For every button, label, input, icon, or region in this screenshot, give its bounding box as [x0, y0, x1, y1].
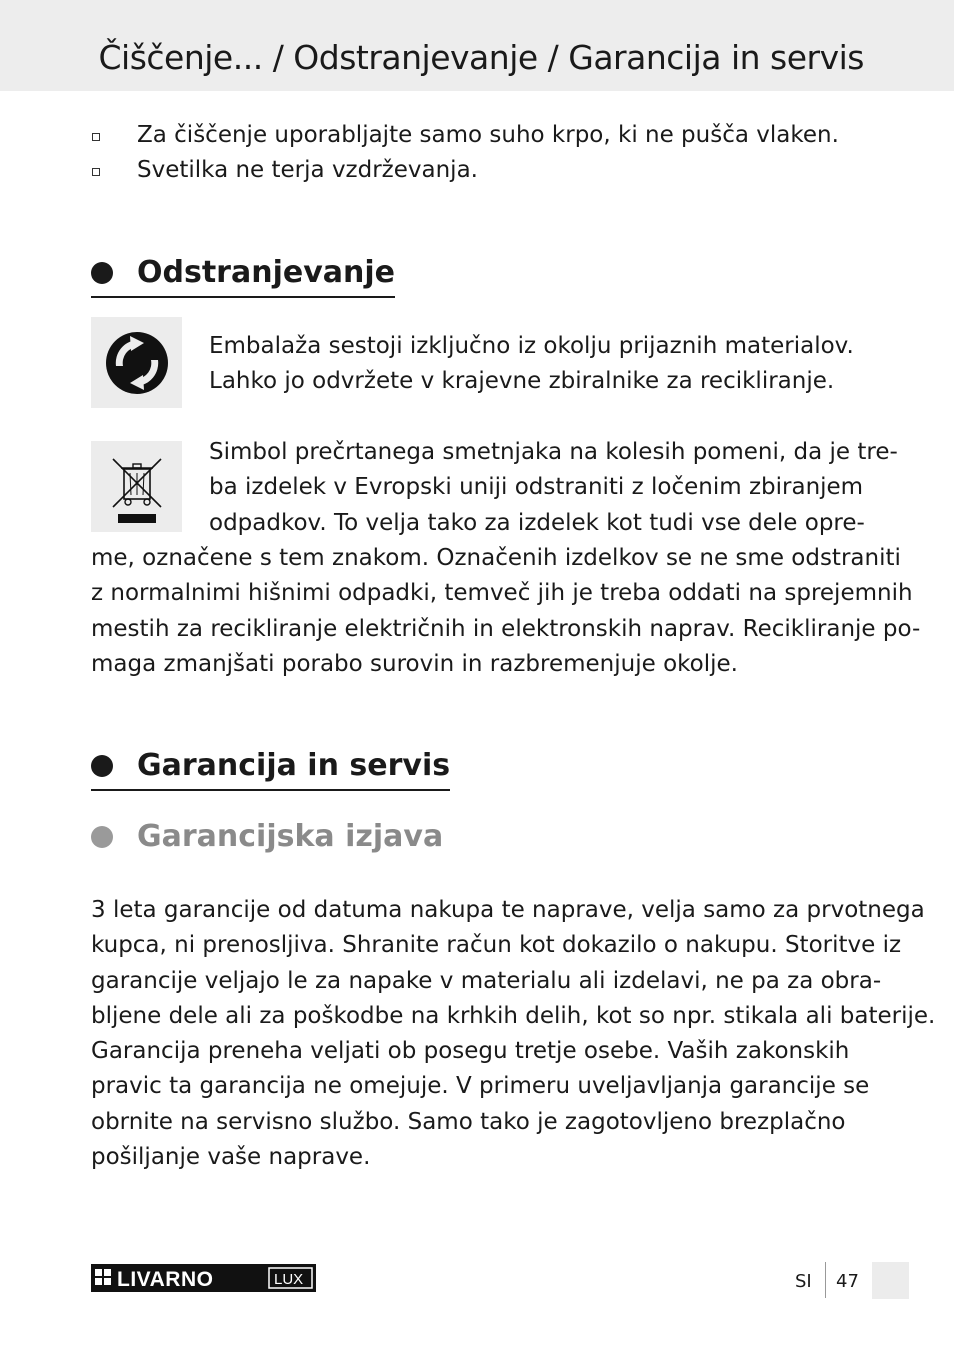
weee-text-bottom — [91, 541, 920, 682]
packaging-text — [209, 329, 854, 400]
disposal-heading-text: Odstranjevanje — [137, 255, 395, 290]
language-code: SI — [795, 1271, 812, 1292]
text-line: obrnite na servisno službo. Samo tako je zagotovljeno brezplačno — [91, 1108, 846, 1135]
page-title: Čiščenje... / Odstranjevanje / Garancija in servis — [98, 38, 864, 77]
logo-suffix-text: LUX — [274, 1271, 304, 1288]
list-item — [91, 118, 871, 153]
text-line: Garancija preneha veljati ob posegu tretje osebe. Vaših zakonskih — [91, 1038, 850, 1065]
page-number: 47 — [836, 1271, 859, 1292]
section-bullet-icon — [91, 755, 113, 777]
text-line: Embalaža sestoji izključno iz okolju prijaznih materialov. — [209, 333, 854, 359]
green-dot-recycle-icon — [91, 317, 182, 408]
square-bullet-icon — [92, 133, 100, 141]
text-line: ba izdelek v Evropski uniji odstraniti z ločenim zbiranjem — [209, 474, 864, 501]
text-line: maga zmanjšati porabo surovin in razbremenjuje okolje. — [91, 650, 738, 677]
warranty-subheading-text: Garancijska izjava — [137, 819, 444, 854]
disposal-heading — [91, 252, 395, 298]
page-tab-marker — [872, 1262, 909, 1299]
text-line: pošiljanje vaše naprave. — [91, 1144, 371, 1171]
list-item-text: Svetilka ne terja vzdrževanja. — [137, 157, 478, 183]
warranty-heading — [91, 745, 450, 791]
list-item-text: Za čiščenje uporabljajte samo suho krpo, ki ne pušča vlaken. — [137, 122, 839, 148]
page-header — [0, 0, 954, 91]
list-item — [91, 153, 871, 188]
text-line: mestih za recikliranje električnih in elektronskih naprav. Recikliranje po- — [91, 615, 921, 642]
text-line: garancije veljajo le za napake v materialu ali izdelavi, ne pa za obra- — [91, 967, 882, 994]
text-line: Lahko jo odvržete v krajevne zbiralnike za recikliranje. — [209, 368, 835, 395]
livarno-lux-logo — [91, 1264, 316, 1292]
square-bullet-icon — [92, 168, 100, 176]
warranty-subheading — [91, 816, 443, 858]
text-line: kupca, ni prenosljiva. Shranite račun kot dokazilo o nakupu. Storitve iz — [91, 932, 902, 959]
text-line: odpadkov. To velja tako za izdelek kot tudi vse dele opre- — [209, 509, 865, 536]
crossed-out-wheelie-bin-icon — [91, 441, 182, 532]
footer-divider — [825, 1262, 826, 1298]
logo-brand-text: LIVARNO — [117, 1268, 214, 1291]
text-line: me, označene s tem znakom. Označenih izdelkov se ne sme odstraniti — [91, 545, 901, 571]
cleaning-list — [91, 118, 871, 188]
text-line: 3 leta garancije od datuma nakupa te naprave, velja samo za prvotnega — [91, 897, 925, 923]
text-line: Simbol prečrtanega smetnjaka na kolesih pomeni, da je tre- — [209, 439, 898, 465]
text-line: bljene dele ali za poškodbe na krhkih delih, kot so npr. stikala ali baterije. — [91, 1002, 936, 1029]
text-line: pravic ta garancija ne omejuje. V primeru uveljavljanja garancije se — [91, 1073, 870, 1100]
subsection-bullet-icon — [91, 826, 113, 848]
text-line: z normalnimi hišnimi odpadki, temveč jih je treba oddati na sprejemnih — [91, 580, 913, 607]
warranty-heading-text: Garancija in servis — [137, 748, 451, 783]
weee-text-top — [209, 435, 898, 541]
warranty-text — [91, 893, 935, 1175]
section-bullet-icon — [91, 262, 113, 284]
